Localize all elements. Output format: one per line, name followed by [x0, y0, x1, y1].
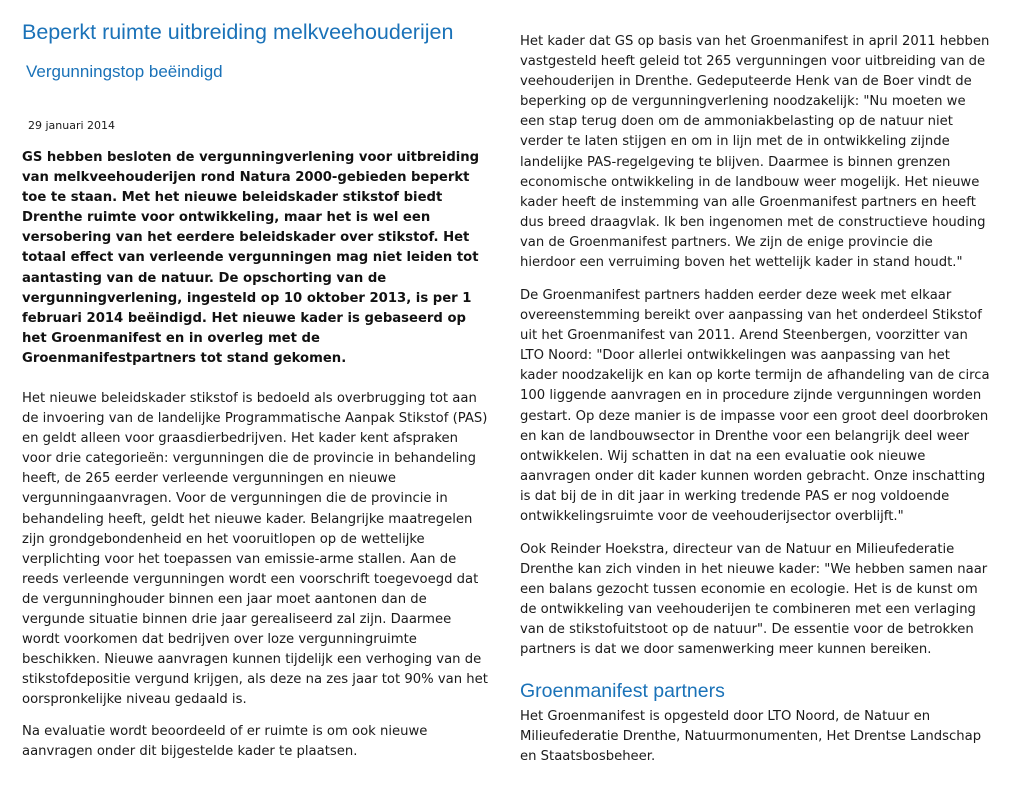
article-subtitle: Vergunningstop beëindigd	[26, 62, 223, 81]
body-paragraph: Het nieuwe beleidskader stikstof is bedoeld als overbrugging tot aan de invoering van de landelijke Programmatische Aanpak Stikstof (PAS) en geldt alleen voor graasdierbedrijven. Het kader kent afspraken voor drie categorieën: vergunningen die de provincie in behandeling heeft, de 265 eerder verleende vergunningen en nieuwe vergunningaanvragen. Voor de vergunningen die de provincie in behandeling heeft, geldt het nieuwe kader. Belangrijke maatregelen zijn grondgebondenheid en het vooruitlopen op de wettelijke verplichting voor het toepassen van emissie-arme stallen. Aan de reeds verleende vergunningen wordt een voorschrift toegevoegd dat de vergunninghouder binnen een jaar moet aantonen dan de vergunde situatie binnen drie jaar gerealiseerd zal zijn. Daarmee wordt voorkomen dat bedrijven over loze vergunningruimte beschikken. Nieuwe aanvragen kunnen tijdelijk een verhoging van de stikstofdepositie vergund krijgen, als deze na zes jaar tot 90% van het oorspronkelijke niveau gedaald is.	[22, 391, 488, 708]
body-paragraph: Ook Reinder Hoekstra, directeur van de Natuur en Milieufederatie Drenthe kan zich vinden in het nieuwe kader: "We hebben samen naar een balans gezocht tussen economie en ecologie. Het is de kunst om de ontwikkeling van veehouderijen te combineren met een verlaging van de stikstofuitstoot op de natuur". De essentie voor de betrokken partners is dat we door samenwerking meer kunnen bereiken.	[520, 542, 988, 658]
publication-date: 29 januari 2014	[28, 119, 116, 132]
body-paragraph: Na evaluatie wordt beoordeeld of er ruimte is om ook nieuwe aanvragen onder dit bijgestelde kader te plaatsen.	[22, 724, 428, 760]
article-title: Beperkt ruimte uitbreiding melkveehouderijen	[22, 20, 454, 44]
section-paragraph: Het Groenmanifest is opgesteld door LTO Noord, de Natuur en Milieufederatie Drenthe, Natuurmonumenten, Het Drentse Landschap en Staatsbosbeheer.	[520, 709, 982, 765]
body-paragraph: De Groenmanifest partners hadden eerder deze week met elkaar overeenstemming bereikt over aanpassing van het onderdeel Stikstof uit het Groenmanifest van 2011. Arend Steenbergen, voorzitter van LTO Noord: "Door allerlei ontwikkelingen was aanpassing van het kader noodzakelijk en kan op korte termijn de afhandeling van de circa 100 liggende aanvragen en in procedure zijnde vergunningen worden gestart. Op deze manier is de impasse voor een groot deel doorbroken en kan de landbouwsector in Drenthe voor een belangrijk deel weer ontwikkelen. Wij schatten in dat na een evaluatie ook nieuwe aanvragen onder dit kader kunnen worden gebracht. Onze inschatting is dat bij de in dit jaar in werking tredende PAS er nog voldoende ontwikkelingsruimte voor de veehouderijsector overblijft."	[520, 288, 990, 525]
body-paragraph: Het kader dat GS op basis van het Groenmanifest in april 2011 hebben vastgesteld heeft geleid tot 265 vergunningen voor uitbreiding van de veehouderijen in Drenthe. Gedeputeerde Henk van de Boer vindt de beperking op de vergunningverlening noodzakelijk: "Nu moeten we een stap terug doen om de ammoniakbelasting op de natuur niet verder te laten stijgen en om in lijn met de in ontwikkeling zijnde landelijke PAS-regelgeving te blijven. Daarmee is binnen grenzen economische ontwikkeling in de landbouw weer mogelijk. Het nieuwe kader heeft de instemming van alle Groenmanifest partners en heeft dus breed draagvlak. Ik ben ingenomen met de constructieve houding van de Groenmanifest partners. We zijn de enige provincie die hierdoor een verruiming boven het wettelijk kader in stand houdt."	[520, 34, 990, 271]
section-heading: Groenmanifest partners	[520, 680, 725, 702]
lead-paragraph: GS hebben besloten de vergunningverlening voor uitbreiding van melkveehouderijen rond Natura 2000-gebieden beperkt toe te staan. Met het nieuwe beleidskader stikstof biedt Drenthe ruimte voor ontwikkeling, maar het is wel een versobering van het eerdere beleidskader over stikstof. Het totaal effect van verleende vergunningen mag niet leiden tot aantasting van de natuur. De opschorting van de vergunningverlening, ingesteld op 10 oktober 2013, is per 1 februari 2014 beëindigd. Het nieuwe kader is gebaseerd op het Groenmanifest en in overleg met de Groenmanifestpartners tot stand gekomen.	[22, 150, 480, 366]
